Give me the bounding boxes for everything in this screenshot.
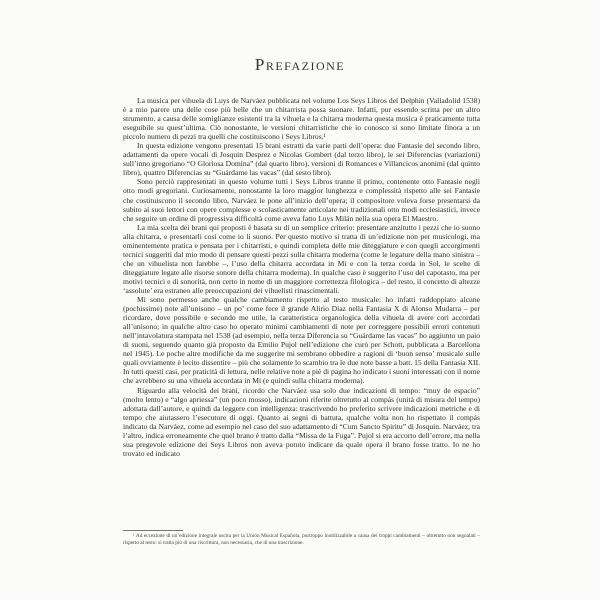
paragraph-1: La musica per vihuela di Luys de Narváez pubblicata nel volume Los Seys Libros del Delphin (Valladolid 1538) è a mio parere una delle cose più belle che un chitarrista possa suonare. Infatti, pur essendo scritta per un altro strumento, a causa delle somiglianze esistenti tra la vihuela e la chitarra moderna questa musica è praticamente tutta eseguibile su quest’ultima. Ciò nonostante, le versioni chitarristiche che io conosco si sono limitate finora a un piccolo numero di pezzi tra quelli che costituiscono i Seys Libros.¹ [123, 96, 480, 142]
body-text [123, 96, 480, 458]
footnote [123, 533, 480, 546]
footnote-divider [123, 530, 183, 531]
paragraph-3: Sono perciò rappresentati in questo volume tutti i Seys Libros tranne il primo, contenente otto Fantasie negli otto modi gregoriani. Curiosamente, nonostante la loro maggior lunghezza e complessità rispetto alle sei Fantasie che costituiscono il secondo libro, Narváez le pone all’inizio dell’opera; il compositore voleva forse presentarsi da subito ai suoi lettori con opere complesse e scolasticamente articolate nei tradizionali otto modi ecclesiastici, invece che seguire un ordine di progressiva difficoltà come aveva fatto Luys Milán nella sua opera El Maestro. [123, 177, 480, 223]
paragraph-5: Mi sono permesso anche qualche cambiamento rispetto al testo musicale: ho infatti raddoppiato alcune (pochissime) note all’unisono – un po’ come fece il grande Alirio Díaz nella Fantasia X di Alonso Mudarra – per ricordare, dove possibile e secondo me utile, la caratteristica organologica della vihuela di avere cori accordati all’unisono; in qualche altro caso ho operato minimi cambiamenti di note per correggere possibili errori contenuti nell’intavolatura stampata nel 1538 (ad esempio, nella terza Diferencia su “Guárdame las vacas” ho aggiunto un paio di suoni, seguendo quanto già proposto da Emilio Pujol nell’edizione che curò per Schott, pubblicata a Barcellona nel 1945). Le poche altre modifiche da me suggerite mi sembrano obbedire a ragioni di ‘buon senso’ musicale sulle quali ovviamente è lecito dissentire – più che solamente lo scambio tra le due note basse a batt. 15 della Fantasia XII. In tutti questi casi, per praticità di lettura, nelle relative note a piè di pagina ho indicato i suoni interessati con il nome che avrebbero su una vihuela accordata in Mi (e quindi sulla chitarra moderna). [123, 295, 480, 386]
paragraph-4: La mia scelta dei brani qui proposti è basata su di un semplice criterio: presentare anzitutto i pezzi che io suono alla chitarra, e presentarli così come io li suono. Per questo motivo si tratta di un’edizione non per musicologi, ma eminentemente pratica e pensata per i chitarristi, e quindi completa delle mie diteggiature e con quegli accorgimenti tecnici suggeriti dal mio modo di pensare questi pezzi sulla chitarra moderna (come le legature della mano sinistra – che un vihuelista non farebbe –, l’uso della chitarra accordata in Mi e con la terza corda in Sol, le scelte di diteggiature legate alle risorse sonore della chitarra moderna). In qualche caso è suggerito l’uso del capotasto, ma per motivi tecnici e di sonorità, non certo in nome di un maggiore correttezza filologica – del resto, il concetto di altezze ‘assolute’ era estraneo alle preoccupazioni dei vihuelisti rinascimentali. [123, 222, 480, 295]
paragraph-2: In questa edizione vengono presentati 15 brani estratti da varie parti dell’opera: due Fantasie del secondo libro, adattamenti da opere vocali di Josquin Desprez e Nicolas Gombert (dal terzo libro), le sei Diferencias (variazioni) sull’inno gregoriano “O Gloriosa Domina” (dal quarto libro), versioni di Romances e Villancicos anonimi (dal quinto libro), quattro Diferencias su “Guárdame las vacas” (dal sesto libro). [123, 141, 480, 178]
footnote-text: ¹ Ad eccezione di un’edizione integrale uscita per la Unión Musical Española, purtroppo inutilizzabile a causa dei troppi cambiamenti – oltretutto non segnalati – rispetto al testo: si tratta più di una riscrittura, non necessaria, che di una trascrizione. [123, 533, 480, 546]
page-title: Prefazione [254, 55, 346, 74]
paragraph-6: Riguardo alla velocità dei brani, ricordo che Narváez usa solo due indicazioni di tempo: “muy de espacio” (molto lento) e “algo apriessa” (un poco mosso), indicazioni riferite oltretutto al compás (unità di misura del tempo) adottata dall’autore, e quindi da leggere con intelligenza: trascrivendo ho preferito scrivere indicazioni metriche e di tempo che aiutassero l’esecutore di oggi. Quanto ai segni di battuta, qualche volta non ho rispettato il compás indicato da Narváez, come ad esempio nel caso del suo adattamento di “Cum Sancto Spiritu” di Josquin. Narváez, tra l’altro, indica erroneamente che quel brano è tratto dalla “Missa de la Fuga”. Pujol si era accorto dell’errore, ma nella sua pregevole edizione dei Seys Libros non aveva potuto indicare da quale opera il brano fosse tratto. Io ne ho trovato ed indicato [123, 385, 480, 458]
